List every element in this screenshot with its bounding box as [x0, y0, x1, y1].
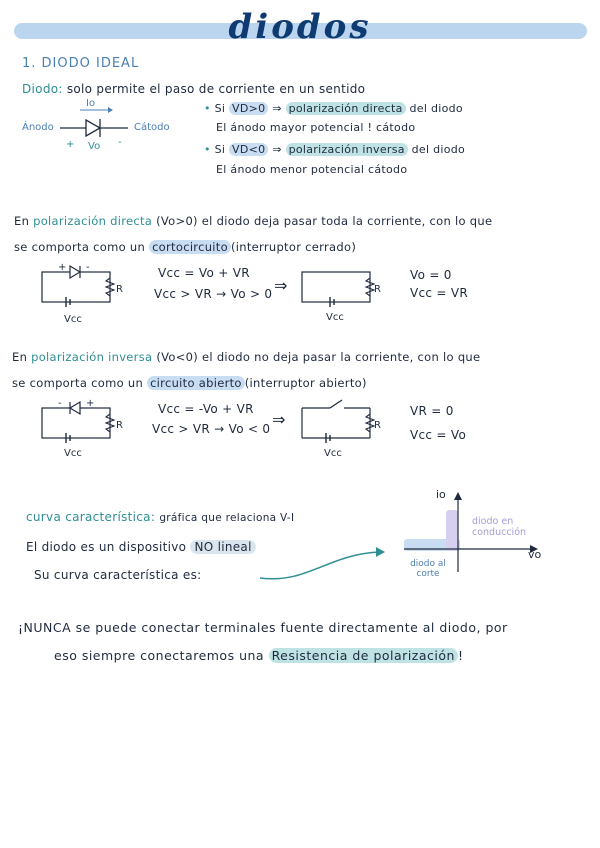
direct-bias-term: polarización directa — [286, 102, 406, 115]
direct-term: polarización directa — [33, 214, 153, 228]
warning-line2: eso siempre conectaremos una Resistencia de polarización ! — [54, 648, 464, 663]
cutoff-label: diodo al corte — [410, 559, 446, 579]
direct-eq-resistor-label: R — [374, 284, 381, 295]
inverse-plus: + — [86, 398, 95, 409]
direct-line2: se comporta como un cortocircuito (interruptor cerrado) — [14, 240, 357, 254]
definition-line — [22, 82, 365, 96]
bullet-direct-line2: El ánodo mayor potencial ! cátodo — [216, 121, 416, 134]
direct-source-label: Vcc — [64, 314, 82, 325]
cathode-label: Cátodo — [134, 122, 170, 133]
inverse-term: polarización inversa — [31, 350, 153, 364]
definition-text: solo permite el paso de corriente en un sentido — [66, 82, 366, 96]
condition-positive: VD>0 — [229, 102, 268, 115]
diode-minus: - — [118, 137, 122, 148]
direct-equivalent-circuit — [300, 270, 380, 310]
open-circuit-term: circuito abierto — [147, 376, 245, 390]
conduction-label: diodo en conducción — [472, 516, 527, 538]
direct-eq2: Vcc > VR → Vo > 0 — [154, 287, 273, 301]
curve-line1: curva característica: gráfica que relaciona V-I — [26, 510, 295, 524]
diode-current-label: Io — [86, 98, 96, 109]
inverse-eq-resistor-label: R — [374, 420, 381, 431]
section-heading: 1. DIODO IDEAL — [22, 56, 140, 71]
direct-resistor-label: R — [116, 284, 123, 295]
direct-result1: Vo = 0 — [410, 268, 452, 282]
direct-plus: + — [58, 262, 67, 273]
inverse-eq-source-label: Vcc — [324, 448, 342, 459]
direct-eq-source-label: Vcc — [326, 312, 344, 323]
axis-x-label: vo — [528, 548, 542, 561]
direct-eq1: Vcc = Vo + VR — [158, 266, 250, 280]
condition-negative: VD<0 — [229, 143, 268, 156]
page-title: diodos — [228, 7, 372, 47]
curve-pointer-arrow-icon — [258, 544, 388, 584]
inverse-result2: Vcc = Vo — [410, 428, 467, 442]
inverse-source-label: Vcc — [64, 448, 82, 459]
definition-label: Diodo: — [22, 82, 63, 96]
axis-y-label: io — [436, 488, 446, 501]
inverse-resistor-label: R — [116, 420, 123, 431]
inverse-minus: - — [58, 398, 62, 409]
inverse-implies: ⇒ — [272, 410, 286, 429]
curve-line3: Su curva característica es: — [34, 568, 202, 582]
bullet-inverse-line2: El ánodo menor potencial cátodo — [216, 163, 408, 176]
warning-line1: ¡NUNCA se puede conectar terminales fuente directamente al diodo, por — [18, 620, 508, 635]
direct-implies: ⇒ — [274, 276, 288, 295]
inverse-circuit-diagram — [40, 402, 120, 442]
inverse-result1: VR = 0 — [410, 404, 454, 418]
diode-plus: + — [66, 139, 75, 150]
short-circuit-term: cortocircuito — [149, 240, 231, 254]
inverse-eq2: Vcc > VR → Vo < 0 — [152, 422, 271, 436]
inverse-line2: se comporta como un circuito abierto (interruptor abierto) — [12, 376, 367, 390]
anode-label: Ánodo — [22, 122, 54, 133]
inverse-equivalent-circuit — [300, 402, 380, 442]
diode-voltage: Vo — [88, 141, 101, 152]
inverse-bias-term: polarización inversa — [286, 143, 408, 156]
curve-line2: El diodo es un dispositivo NO lineal — [26, 540, 256, 554]
inverse-eq1: Vcc = -Vo + VR — [158, 402, 254, 416]
nonlinear-term: NO lineal — [190, 540, 255, 554]
direct-circuit-diagram — [40, 266, 120, 306]
bias-resistor-term: Resistencia de polarización — [269, 648, 458, 663]
bullet-inverse: • Si VD<0 ⇒ polarización inversa del diodo — [204, 143, 466, 156]
curve-term: curva característica: — [26, 510, 156, 524]
bullet-direct: • Si VD>0 ⇒ polarización directa del diodo — [204, 102, 463, 115]
inverse-line1: En polarización inversa (Vo<0) el diodo no deja pasar la corriente, con lo que — [12, 350, 481, 364]
direct-minus: - — [86, 262, 90, 273]
direct-result2: Vcc = VR — [410, 286, 469, 300]
direct-line1: En polarización directa (Vo>0) el diodo deja pasar toda la corriente, con lo que — [14, 214, 493, 228]
